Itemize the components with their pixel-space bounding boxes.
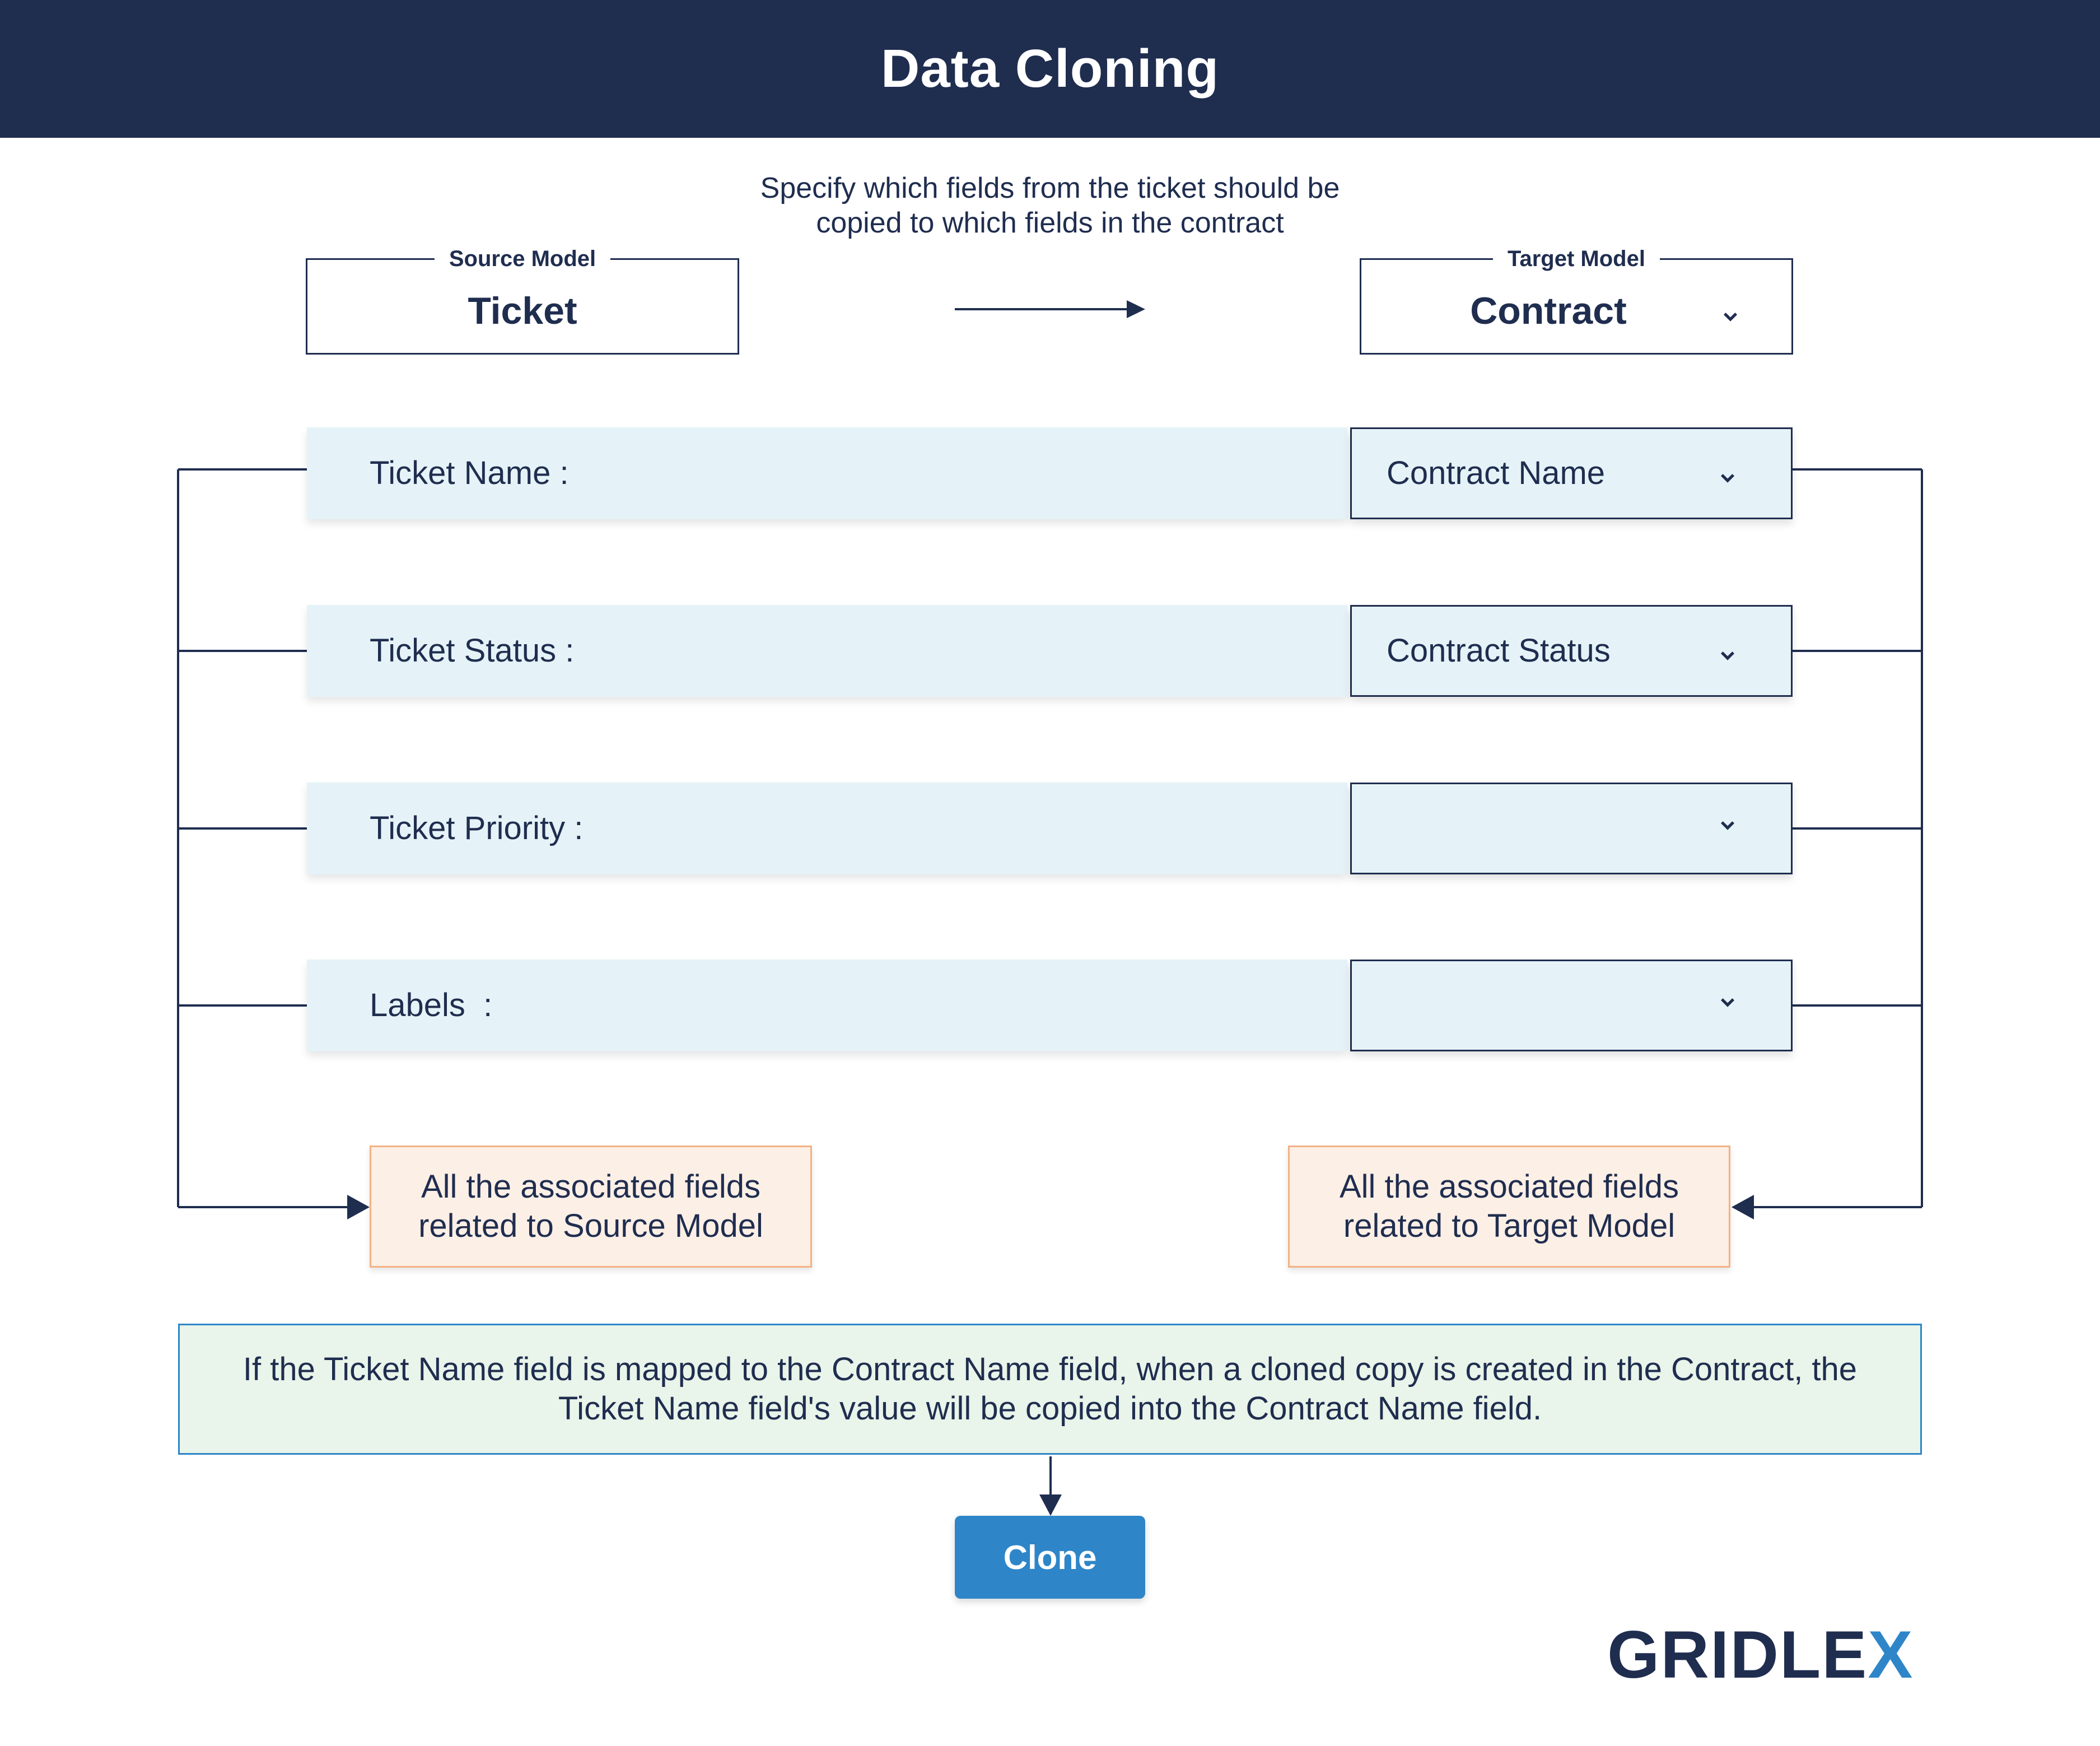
- source-field-label: Ticket Name :: [370, 455, 569, 491]
- model-arrow-head: [1127, 300, 1145, 318]
- clone-arrow-head: [1039, 1494, 1062, 1516]
- chevron-down-icon: [1718, 993, 1737, 1012]
- source-associated-fields-note: All the associated fields related to Source Model: [370, 1146, 812, 1268]
- target-associated-fields-note: All the associated fields related to Target Model: [1288, 1146, 1730, 1268]
- target-field-select-contract-status[interactable]: [1350, 605, 1793, 697]
- source-model-caption: Source Model: [435, 246, 610, 272]
- source-model-box: [306, 246, 739, 355]
- chevron-down-icon: [1718, 646, 1737, 665]
- left-arrow-head: [347, 1195, 370, 1219]
- target-field-select-labels[interactable]: [1350, 960, 1793, 1051]
- mapping-row-labels: [307, 960, 1347, 1051]
- source-field-label: Ticket Priority :: [370, 810, 584, 846]
- source-model-value: Ticket: [468, 290, 577, 332]
- target-field-select-contract-name[interactable]: [1350, 427, 1793, 519]
- explanation-note: If the Ticket Name field is mapped to the Contract Name field, when a cloned copy is created in the Contract, the Ticket Name field's value will be copied into the Contract Name field.: [178, 1324, 1922, 1455]
- chevron-down-icon: [1721, 307, 1740, 326]
- target-field-value: Contract Name: [1387, 455, 1606, 491]
- instruction-text: Specify which fields from the ticket should be copied to which fields in the contract: [760, 172, 1340, 239]
- target-field-value: Contract Status: [1387, 632, 1611, 669]
- mapping-row-ticket-name: [307, 427, 1347, 519]
- chevron-down-icon: [1718, 468, 1737, 487]
- source-field-label: Labels :: [370, 987, 493, 1023]
- gridlex-logo: GRIDLEX: [1607, 1617, 1914, 1692]
- page-title: Data Cloning: [881, 39, 1219, 99]
- source-field-label: Ticket Status :: [370, 632, 575, 669]
- header-bar: [0, 0, 2100, 138]
- target-field-select-priority[interactable]: [1350, 783, 1793, 874]
- target-model-caption: Target Model: [1493, 246, 1660, 272]
- right-arrow-head: [1732, 1195, 1754, 1219]
- mapping-row-ticket-status: [307, 605, 1347, 697]
- mapping-row-ticket-priority: [307, 783, 1347, 874]
- chevron-down-icon: [1718, 816, 1737, 835]
- target-model-select[interactable]: [1360, 246, 1793, 355]
- target-model-value: Contract: [1470, 290, 1627, 332]
- clone-button[interactable]: Clone: [955, 1516, 1145, 1599]
